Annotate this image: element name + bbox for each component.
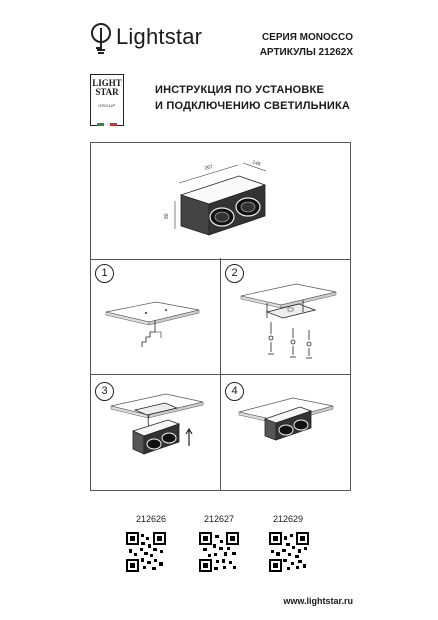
article-code-3: 212629: [272, 514, 304, 524]
product-dimensions-panel: [90, 142, 351, 260]
article-range: АРТИКУЛЫ 21262X: [259, 47, 353, 58]
article-code-1: 212626: [135, 514, 167, 524]
step-1-ceiling-drawing: [91, 258, 220, 374]
title-line-1: ИНСТРУКЦИЯ ПО УСТАНОВКЕ: [155, 84, 324, 96]
website-link[interactable]: www.lightstar.ru: [283, 596, 353, 606]
badge-title: LIGHT STAR: [92, 78, 122, 97]
document-title: [155, 82, 350, 114]
step-3-attach-fixture-drawing: [91, 374, 220, 490]
dim-length: 267: [203, 163, 214, 172]
qr-code-212627[interactable]: [199, 532, 239, 572]
step-2-mounting-plate-drawing: [221, 258, 350, 374]
series-info: [260, 30, 353, 60]
installation-steps-grid: [90, 258, 351, 491]
step-2-number: 2: [225, 264, 244, 283]
title-line-2: И ПОДКЛЮЧЕНИЮ СВЕТИЛЬНИКА: [155, 100, 351, 112]
step-3-number: 3: [95, 382, 114, 401]
step-1-number: 1: [95, 264, 114, 283]
dim-height: 90: [164, 213, 170, 219]
series-name: СЕРИЯ MONOCCO: [261, 32, 353, 43]
dim-width: 148: [251, 159, 262, 168]
lightstar-group-badge: [90, 74, 124, 126]
italian-flag-icon: [97, 113, 117, 116]
brand-name: Lightstar: [116, 24, 203, 49]
qr-code-212629[interactable]: [269, 532, 309, 572]
fixture-dimension-drawing: [91, 143, 350, 259]
lightbulb-icon: [90, 22, 112, 56]
qr-code-212626[interactable]: [126, 532, 166, 572]
article-code-2: 212627: [203, 514, 235, 524]
step-4-installed-fixture-drawing: [221, 374, 350, 490]
badge-subtitle: GROUP: [98, 103, 116, 108]
step-4-number: 4: [225, 382, 244, 401]
